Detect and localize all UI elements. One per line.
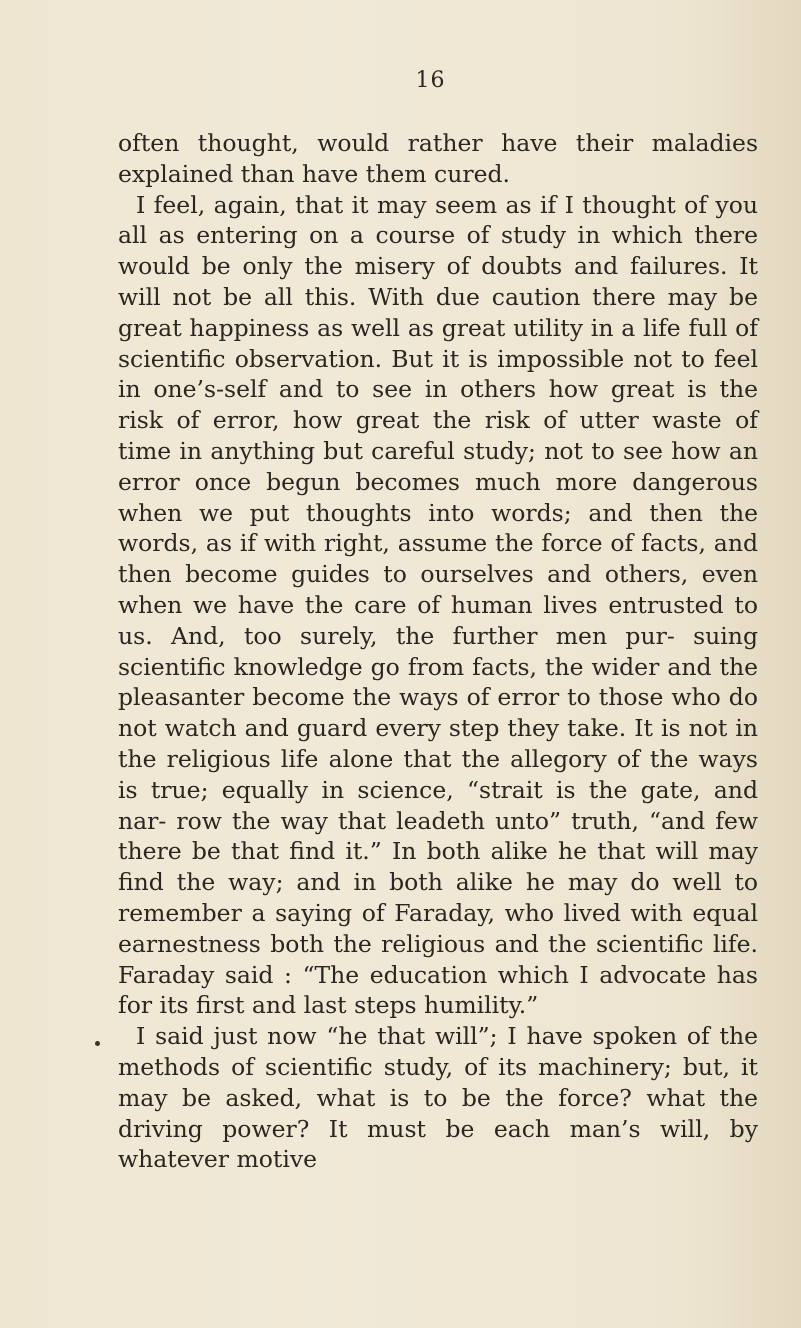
page-number: 16 xyxy=(415,68,446,93)
body-text xyxy=(118,128,758,1175)
paragraph-continuation: often thought, would rather have their maladies explained than have them cured. xyxy=(118,129,758,188)
paragraph-will: I said just now “he that will”; I have spoken of the methods of scientific study, of its machinery; but, it may be asked, what is to be the force? what the driving power? It must be each man’s will, by whatever motive xyxy=(118,1022,758,1174)
paragraph-caution: I feel, again, that it may seem as if I thought of you all as entering on a course of study in which there would be only the misery of doubts and failures. It will not be all this. With due caution there may be great happiness as well as great utility in a life full of scientific observation. But it is impossible not to feel in one’s-self and to see in others how great is the risk of error, how great the risk of utter waste of time in anything but careful study; not to see how an error once begun becomes much more dangerous when we put thoughts into words; and then the words, as if with right, assume the force of facts, and then become guides to ourselves and others, even when we have the care of human lives entrusted to us. And, too surely, the further men pur- suing scientific knowledge go from facts, the wider and the pleasanter become the ways of error to those who do not watch and guard every step they take. It is not in the religious life alone that the allegory of the ways is true; equally in science, “strait is the gate, and nar- row the way that leadeth unto” truth, “and few there be that find it.” In both alike he that will may find the way; and in both alike he may do well to remember a saying of Faraday, who lived with equal earnestness both the religious and the scientific life. Faraday said : “The education which I advocate has for its first and last steps humility.” xyxy=(118,190,758,1020)
margin-mark xyxy=(95,1041,100,1046)
